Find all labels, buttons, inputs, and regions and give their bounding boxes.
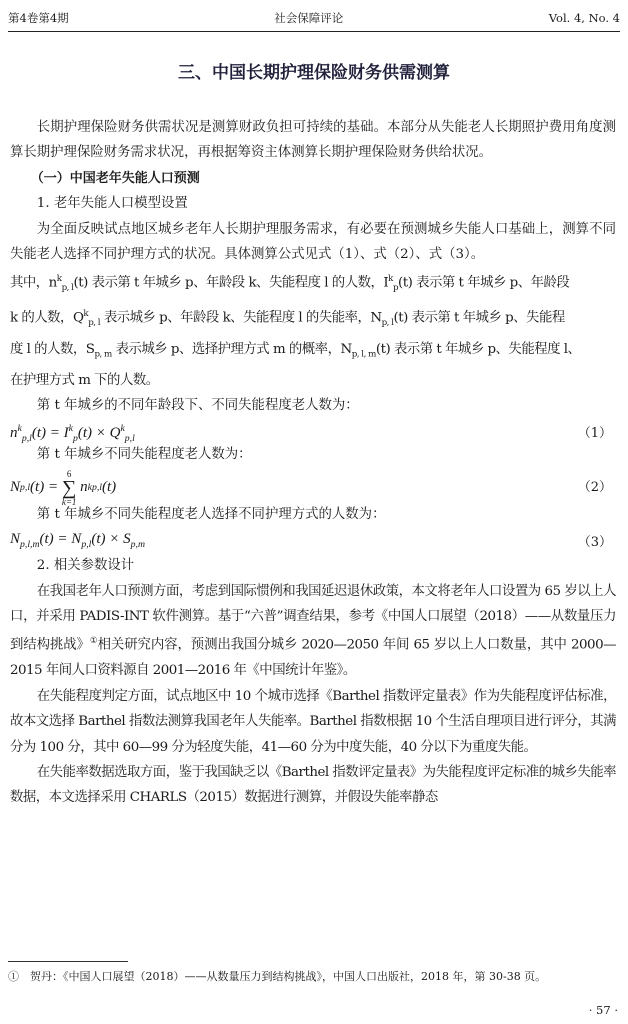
- paragraph-model: 为全面反映试点地区城乡老年人长期护理服务需求，有必要在预测城乡失能人口基础上，测算不同失能老人选择不同护理方式的状况。具体测算公式见式（1）、式（2）、式（3）。: [10, 221, 616, 263]
- header-issue: 第4卷第4期: [8, 11, 69, 25]
- equation-3-formula: $N_{p,l,m}(t) = N_{p,l}(t) \times S_{p,m}$: [10, 531, 145, 551]
- paragraph-population: 在我国老年人口预测方面，考虑到国际惯例和我国延迟退休政策，本文将老年人口设置为 65 岁以上人口，并采用 PADIS-INT 软件测算。基于“六普”调查结果，参考《中国人口展望（2018）——从数量压力到结构挑战》①相关研究内容，预测出我国分城乡 2020—2050 年间 65 岁以上人口数量，其中 2000—2015 年间人口资料源自 2001—2016 年《中国统计年鉴》。: [10, 583, 616, 679]
- equation-3-number: （3）: [577, 534, 612, 550]
- equation-2-number: （2）: [577, 480, 612, 496]
- equation-2-formula: N p,l (t) = 6 ∑ k=1 n k p,l (t): [10, 468, 117, 507]
- header-journal: 社会保障评论: [274, 11, 344, 25]
- footnote-marker[interactable]: ①: [89, 636, 98, 647]
- subsection-heading: （一）中国老年失能人口预测: [30, 170, 200, 186]
- eq2-intro: 第 t 年城乡不同失能程度老人数为：: [36, 447, 252, 463]
- footnote-rule: [8, 961, 128, 962]
- sub-heading-2: 2. 相关参数设计: [36, 558, 135, 574]
- eq3-intro: 第 t 年城乡不同失能程度老人选择不同护理方式的人数为：: [36, 506, 386, 522]
- page-number: · 57 ·: [588, 1003, 618, 1017]
- paragraph-disability-rate: 在失能率数据选取方面，鉴于我国缺乏以《Barthel 指数评定量表》为失能程度评定标准的城乡失能率数据，本文选择采用 CHARLS（2015）数据进行测算，并假设失能率静态: [10, 764, 617, 806]
- article-body: [10, 115, 616, 811]
- section-title: 三、中国长期护理保险财务供需测算: [178, 63, 450, 83]
- intro-paragraph: 长期护理保险财务供需状况是测算财政负担可持续的基础。本部分从失能老人长期照护费用角度测算长期护理保险财务需求状况，再根据筹资主体测算长期护理保险财务供给状况。: [10, 120, 616, 161]
- header-rule: [8, 31, 620, 32]
- paragraph-disability-level: 在失能程度判定方面，试点地区中 10 个城市选择《Barthel 指数评定量表》作为失能程度评估标准，故本文选择 Barthel 指数法测算我国老年人失能率。Barthel 指数根据 10 个生活自理项目进行评分，其满分为 100 分，其中 60—99 分为轻度失能，41—60 分为中度失能，40 分以下为重度失能。: [10, 688, 616, 755]
- running-header: [8, 8, 620, 28]
- equation-1-number: （1）: [577, 425, 612, 441]
- header-volume: Vol. 4, No. 4: [548, 11, 620, 25]
- sub-heading-1: 1. 老年失能人口模型设置: [36, 196, 188, 212]
- paragraph-variables: 其中，$n^k_{p, l}(t)$ 表示第 t 年城乡 p、年龄段 k、失能程度 l 的人数，$I^k_p(t)$ 表示第 t 年城乡 p、年龄段 k 的人数，$Q^k_{p, l}$ 表示城乡 p、年龄段 k、失能程度 l 的失能率，$N_{p, l}(t)$ 表示第 t 年城乡 p、失能程 度 l 的人数，$S_{p, m}$ 表示城乡 p、选择护理方式 m 的概率，$N_{p, l, m}(t)$ 表示第 t 年城乡 p、失能程度 l、 在护理方式 m 下的人数。: [10, 274, 581, 388]
- footnote: ① 贺丹：《中国人口展望（2018）——从数量压力到结构挑战》，中国人口出版社，2018 年，第 30-38 页。: [8, 970, 547, 983]
- eq1-intro: 第 t 年城乡的不同年龄段下、不同失能程度老人数为：: [36, 398, 359, 414]
- equation-1-formula: $n^k_{p,l}(t) = I^k_p(t) \times Q^k_{p,l}$: [10, 422, 135, 444]
